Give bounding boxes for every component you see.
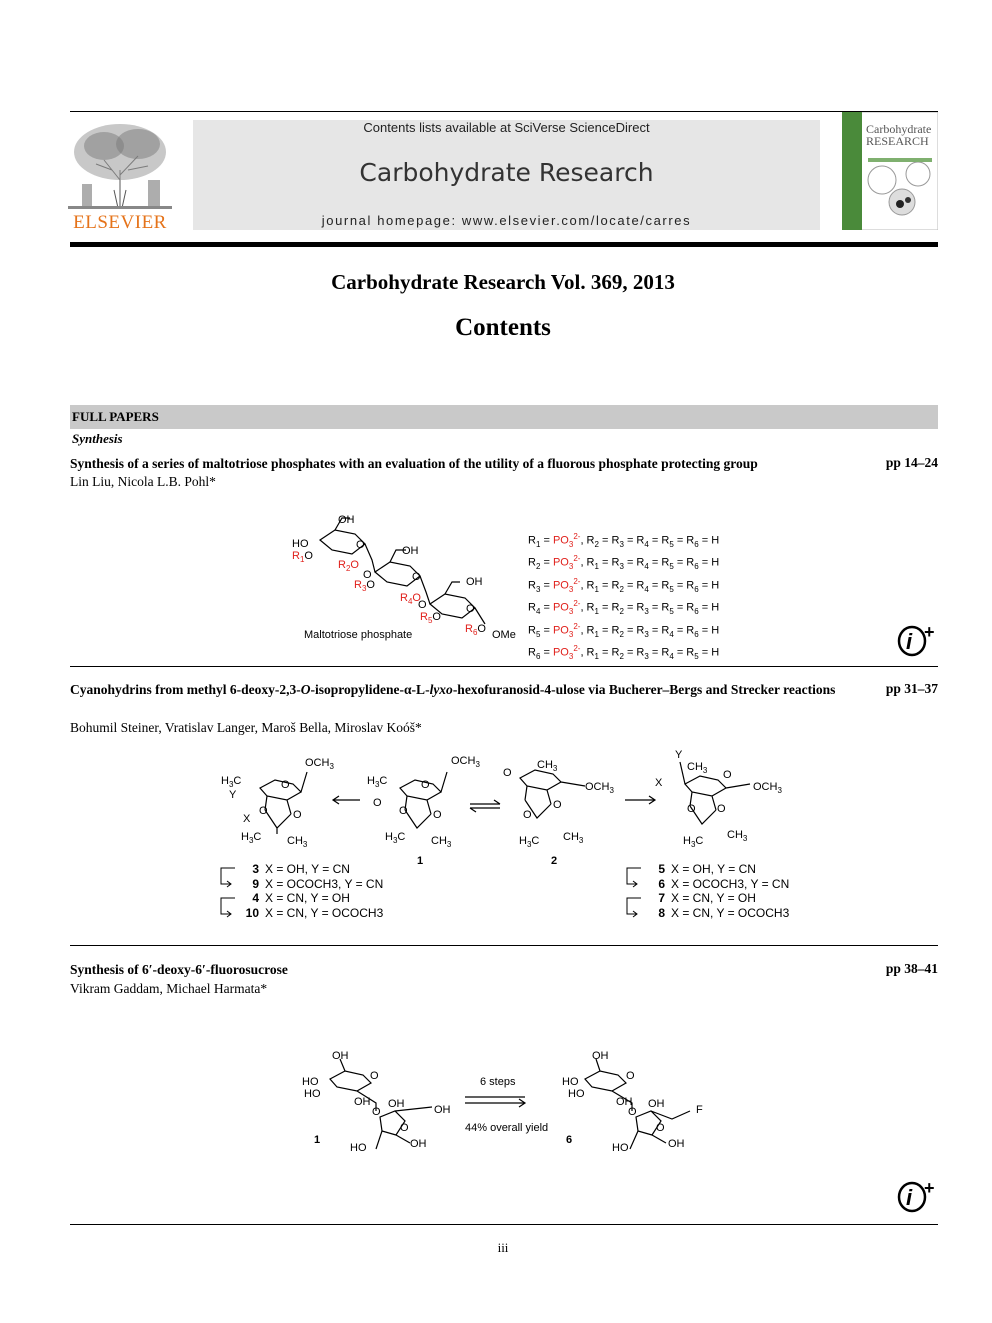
svg-text:HO: HO bbox=[612, 1142, 629, 1154]
article-divider-3 bbox=[70, 1224, 938, 1225]
journal-title: Carbohydrate Research bbox=[359, 158, 654, 187]
svg-text:O: O bbox=[523, 809, 532, 821]
article-divider-2 bbox=[70, 945, 938, 946]
contents-heading: Contents bbox=[455, 314, 551, 341]
svg-text:OH: OH bbox=[592, 1050, 609, 1062]
svg-text:H3C: $H_3C$ bbox=[385, 831, 406, 845]
svg-text:OCH3: $OCH_3$ bbox=[305, 757, 334, 771]
svg-text:H3C: $H_3C$ bbox=[241, 831, 262, 845]
svg-text:H3C: $H_3C$ bbox=[367, 775, 388, 789]
article-1-authors: Lin Liu, Nicola L.B. Pohl* bbox=[70, 474, 216, 489]
svg-text:OH: OH bbox=[434, 1104, 451, 1116]
end-compound-label: 6 bbox=[566, 1134, 573, 1146]
svg-text:OCH3: $OCH_3$ bbox=[585, 781, 614, 795]
svg-text:O: O bbox=[421, 779, 430, 791]
svg-text:X: X bbox=[243, 813, 251, 825]
svg-text:H3C: $H_3C$ bbox=[221, 775, 242, 789]
substitution-list bbox=[528, 530, 758, 665]
svg-text:O: O bbox=[503, 767, 512, 779]
compound-list-item: 7 X = CN, Y = OH bbox=[658, 891, 756, 906]
journal-cover bbox=[842, 112, 938, 230]
elsevier-logo bbox=[68, 120, 172, 232]
compound-list-item: 3 X = OH, Y = CN bbox=[252, 862, 350, 876]
contents-availability: Contents lists available at SciVerse ScienceDirect bbox=[363, 120, 650, 135]
publisher-name: ELSEVIER bbox=[73, 212, 167, 233]
compound-2-label: 2 bbox=[551, 855, 558, 867]
svg-text:O: O bbox=[372, 1106, 381, 1118]
subsection-label: Synthesis bbox=[72, 431, 123, 446]
svg-text:O: O bbox=[687, 803, 696, 815]
cover-title-bottom: RESEARCH bbox=[866, 134, 929, 148]
svg-text:O: O bbox=[553, 799, 562, 811]
svg-text:O: O bbox=[412, 571, 421, 583]
svg-text:CH3: $CH_3$ bbox=[727, 829, 748, 843]
svg-text:i: i bbox=[906, 1185, 913, 1210]
article-divider-1 bbox=[70, 666, 938, 667]
svg-text:O: O bbox=[356, 539, 365, 551]
substitution-row: $R_4 = PO_3^{2-}$, $R_1 = R_2 = R_3 = R_5 = R_6 = H$ bbox=[528, 599, 720, 617]
article-3-pages: pp 38–41 bbox=[885, 961, 938, 976]
svg-text:O: O bbox=[370, 1070, 379, 1082]
svg-text:R6O: $R_6O$ bbox=[465, 623, 486, 637]
svg-text:+: + bbox=[924, 1180, 935, 1198]
article-1-title[interactable]: Synthesis of a series of maltotriose phosphates with an evaluation of the utility of a fluorous phosphate protecting group bbox=[70, 456, 758, 471]
start-compound-label: 1 bbox=[314, 1134, 321, 1146]
svg-text:O: O bbox=[259, 805, 268, 817]
section-bar bbox=[70, 405, 938, 429]
journal-homepage-link[interactable]: journal homepage: www.elsevier.com/locate/carres bbox=[321, 213, 692, 228]
svg-text:R1O: $R_1O$ bbox=[292, 550, 313, 564]
substitution-row: $R_6 = PO_3^{2-}$, $R_1 = R_2 = R_3 = R_4 = R_5 = H$ bbox=[528, 644, 720, 662]
substitution-row: $R_5 = PO_3^{2-}$, $R_1 = R_2 = R_3 = R_4 = R_6 = H$ bbox=[528, 621, 720, 639]
svg-text:Y: Y bbox=[675, 749, 683, 761]
svg-text:O: O bbox=[399, 805, 408, 817]
svg-text:O: O bbox=[717, 803, 726, 815]
article-3-graphic bbox=[300, 1045, 720, 1165]
svg-text:OH: OH bbox=[616, 1096, 633, 1108]
svg-text:+: + bbox=[924, 624, 935, 642]
svg-text:R4O: $R_4O$ bbox=[400, 592, 421, 606]
substitution-row: $R_3 = PO_3^{2-}$, $R_1 = R_2 = R_4 = R_5 = R_6 = H$ bbox=[528, 576, 720, 594]
svg-text:HO: HO bbox=[302, 1076, 319, 1088]
reaction-yield: 44% overall yield bbox=[465, 1122, 549, 1134]
svg-text:OH: OH bbox=[410, 1138, 427, 1150]
svg-text:X: X bbox=[655, 777, 663, 789]
svg-text:i: i bbox=[906, 629, 913, 654]
svg-text:CH3: $CH_3$ bbox=[563, 831, 584, 845]
svg-text:OH: OH bbox=[388, 1098, 405, 1110]
svg-text:OMe: OMe bbox=[492, 629, 516, 641]
oh-label: OH bbox=[338, 514, 355, 526]
svg-text:O: O bbox=[656, 1122, 665, 1134]
article-2-authors: Bohumil Steiner, Vratislav Langer, Maroš Bella, Miroslav Koóš* bbox=[70, 720, 422, 735]
compound-list-item: 4 X = CN, Y = OH bbox=[252, 891, 350, 906]
svg-text:HO: HO bbox=[350, 1142, 367, 1154]
cover-title-top: Carbohydrate bbox=[866, 122, 932, 136]
svg-text:OCH3: $OCH_3$ bbox=[451, 755, 480, 769]
svg-text:O: O bbox=[418, 599, 427, 611]
svg-text:OH: OH bbox=[648, 1098, 665, 1110]
svg-text:O: O bbox=[400, 1122, 409, 1134]
svg-text:OH: OH bbox=[332, 1050, 349, 1062]
svg-text:OCH3: $OCH_3$ bbox=[753, 781, 782, 795]
article-1-info-icon[interactable] bbox=[896, 624, 942, 658]
svg-text:O: O bbox=[281, 779, 290, 791]
svg-text:HO: HO bbox=[568, 1088, 585, 1100]
svg-text:O: O bbox=[433, 809, 442, 821]
svg-text:O: O bbox=[626, 1070, 635, 1082]
header-bottom-rule bbox=[70, 242, 938, 247]
fluorosucrose-scheme bbox=[300, 1045, 720, 1165]
svg-text:R2O: $R_2O$ bbox=[338, 559, 359, 573]
graphic-caption: Maltotriose phosphate bbox=[304, 629, 413, 641]
svg-text:OH: OH bbox=[466, 576, 483, 588]
svg-text:OH: OH bbox=[354, 1096, 371, 1108]
article-2-graphic bbox=[215, 748, 795, 928]
svg-text:CH3: $CH_3$ bbox=[687, 761, 708, 775]
svg-text:Y: Y bbox=[229, 789, 237, 801]
svg-text:R3O: $R_3O$ bbox=[354, 579, 375, 593]
compound-list-item: 9 X = OCOCH3, Y = CN bbox=[252, 876, 384, 891]
svg-text:O: O bbox=[373, 797, 382, 809]
article-3-info-icon[interactable] bbox=[896, 1180, 942, 1214]
svg-text:O: O bbox=[466, 603, 475, 615]
svg-text:H3C: $H_3C$ bbox=[519, 835, 540, 849]
article-3-title[interactable]: Synthesis of 6′-deoxy-6′-fluorosucrose bbox=[70, 962, 288, 977]
svg-text:H3C: $H_3C$ bbox=[683, 835, 704, 849]
ho-label: HO bbox=[292, 538, 309, 550]
svg-text:CH3: $CH_3$ bbox=[537, 759, 558, 773]
compound-list-item: 6 X = OCOCH3, Y = CN bbox=[658, 876, 790, 891]
section-label: FULL PAPERS bbox=[72, 409, 159, 424]
header-top-rule bbox=[70, 111, 938, 112]
page-number: iii bbox=[497, 1240, 509, 1255]
compound-list-item: 5 X = OH, Y = CN bbox=[658, 862, 756, 876]
compound-list-item: 10 X = CN, Y = OCOCH3 bbox=[245, 905, 384, 920]
svg-text:F: F bbox=[696, 1104, 703, 1116]
compound-1-label: 1 bbox=[417, 855, 424, 867]
svg-text:R5O: $R_5O$ bbox=[420, 611, 441, 625]
svg-text:O: O bbox=[628, 1106, 637, 1118]
right-compound-list bbox=[629, 862, 789, 920]
volume-title: Carbohydrate Research Vol. 369, 2013 bbox=[331, 270, 675, 294]
svg-text:HO: HO bbox=[304, 1088, 321, 1100]
article-1-pages: pp 14–24 bbox=[885, 455, 938, 470]
article-2-title[interactable]: Cyanohydrins from methyl 6-deoxy-2,3-O-isopropylidene-α-L-lyxo-hexofuranosid-4-ulose via Bucherer–Bergs and Strecker reactions bbox=[70, 682, 836, 697]
svg-text:O: O bbox=[293, 809, 302, 821]
svg-text:OH: OH bbox=[668, 1138, 685, 1150]
article-2-pages: pp 31–37 bbox=[885, 681, 938, 696]
reaction-steps: 6 steps bbox=[480, 1076, 516, 1088]
svg-text:HO: HO bbox=[562, 1076, 579, 1088]
substitution-row: $R_2 = PO_3^{2-}$, $R_1 = R_3 = R_4 = R_5 = R_6 = H$ bbox=[528, 554, 720, 572]
compound-list-item: 8 X = CN, Y = OCOCH3 bbox=[658, 905, 790, 920]
svg-text:CH3: $CH_3$ bbox=[287, 835, 308, 849]
svg-text:CH3: $CH_3$ bbox=[431, 835, 452, 849]
substitution-row: $R_1 = PO_3^{2-}$, $R_2 = R_3 = R_4 = R_5 = R_6 = H$ bbox=[528, 532, 720, 549]
svg-text:O: O bbox=[723, 769, 732, 781]
svg-text:O: O bbox=[363, 569, 372, 581]
article-3-authors: Vikram Gaddam, Michael Harmata* bbox=[70, 981, 268, 996]
left-compound-list bbox=[223, 862, 383, 920]
svg-text:OH: OH bbox=[402, 545, 419, 557]
